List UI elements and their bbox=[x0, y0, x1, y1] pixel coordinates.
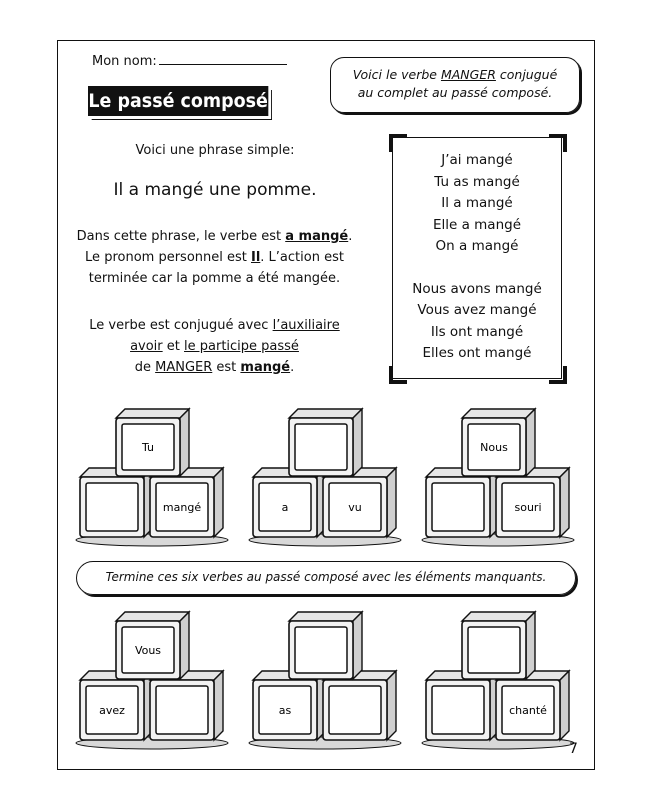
intro-text: Voici le verbe bbox=[352, 67, 441, 82]
cube-stack bbox=[245, 608, 405, 753]
auxiliary-term: l’auxiliaire bbox=[272, 318, 340, 333]
conj-line: Nous avons mangé bbox=[412, 280, 542, 297]
cube-left bbox=[426, 468, 499, 537]
conj-line: Elle a mangé bbox=[432, 216, 522, 233]
cube-top bbox=[462, 612, 535, 679]
instruction-bubble: Termine ces six verbes au passé composé avec les éléments manquants. bbox=[76, 561, 576, 595]
name-field bbox=[92, 52, 287, 69]
conjugation-table bbox=[392, 137, 562, 379]
cube-left-label: as bbox=[278, 704, 292, 717]
cube-stack bbox=[418, 405, 578, 550]
cube-left bbox=[426, 671, 499, 740]
cube-left bbox=[253, 468, 326, 537]
name-label: Mon nom: bbox=[92, 54, 157, 69]
auxiliary-paragraph: Le verbe est conjugué avec l’auxiliaire avoir et le participe passé de MANGER est mangé. bbox=[89, 318, 340, 375]
conj-line: Elles ont mangé bbox=[422, 345, 532, 361]
simple-sentence-label: Voici une phrase simple: bbox=[135, 143, 295, 158]
frame-corner bbox=[549, 134, 567, 152]
conj-line: J’ai mangé bbox=[441, 152, 513, 168]
cube-right-label: souri bbox=[514, 501, 542, 514]
cube-stack bbox=[72, 405, 232, 550]
cube-top-label: Tu bbox=[141, 441, 155, 454]
conj-line: Ils ont mangé bbox=[430, 323, 524, 340]
intro-line-2: au complet au passé composé. bbox=[357, 85, 553, 100]
frame-corner bbox=[389, 366, 407, 384]
cube-stack bbox=[418, 608, 578, 753]
page-number: 7 bbox=[569, 741, 578, 757]
explanation-paragraph: Dans cette phrase, le verbe est a mangé. Le pronom personnel est Il. L’action est terminée car la pomme a été mangée. bbox=[76, 229, 353, 286]
cube-left-label: a bbox=[281, 501, 289, 514]
intro-text-end: conjugué bbox=[495, 67, 558, 82]
conj-line: Tu as mangé bbox=[434, 173, 520, 190]
intro-verb: MANGER bbox=[440, 67, 496, 82]
cube-right bbox=[323, 671, 396, 740]
cube-right-label: mangé bbox=[162, 501, 202, 514]
cube-right-label: vu bbox=[348, 501, 362, 514]
conj-line: Vous avez mangé bbox=[417, 302, 537, 318]
frame-corner bbox=[549, 366, 567, 384]
conj-line: On a mangé bbox=[435, 238, 519, 254]
cube-left bbox=[80, 468, 153, 537]
cube-top-label: Nous bbox=[480, 441, 508, 454]
cube-right bbox=[150, 671, 223, 740]
cube-left-label: avez bbox=[99, 704, 125, 717]
example-sentence: Il a mangé une pomme. bbox=[113, 180, 317, 200]
cube-top bbox=[289, 409, 362, 476]
cube-stack bbox=[72, 608, 232, 753]
name-blank-line[interactable] bbox=[159, 52, 287, 65]
verb-highlight: a mangé bbox=[285, 229, 349, 244]
page-title: Le passé composé bbox=[88, 86, 268, 116]
conj-line: Il a mangé bbox=[441, 195, 513, 211]
frame-corner bbox=[389, 134, 407, 152]
pronoun-highlight: Il bbox=[251, 250, 261, 265]
cube-stack bbox=[245, 405, 405, 550]
cube-top bbox=[289, 612, 362, 679]
cube-top-label: Vous bbox=[134, 644, 162, 657]
cube-right-label: chanté bbox=[509, 704, 547, 717]
participle-highlight: mangé bbox=[240, 360, 291, 375]
participle-term: le participe passé bbox=[184, 339, 299, 354]
intro-bubble bbox=[330, 57, 580, 113]
